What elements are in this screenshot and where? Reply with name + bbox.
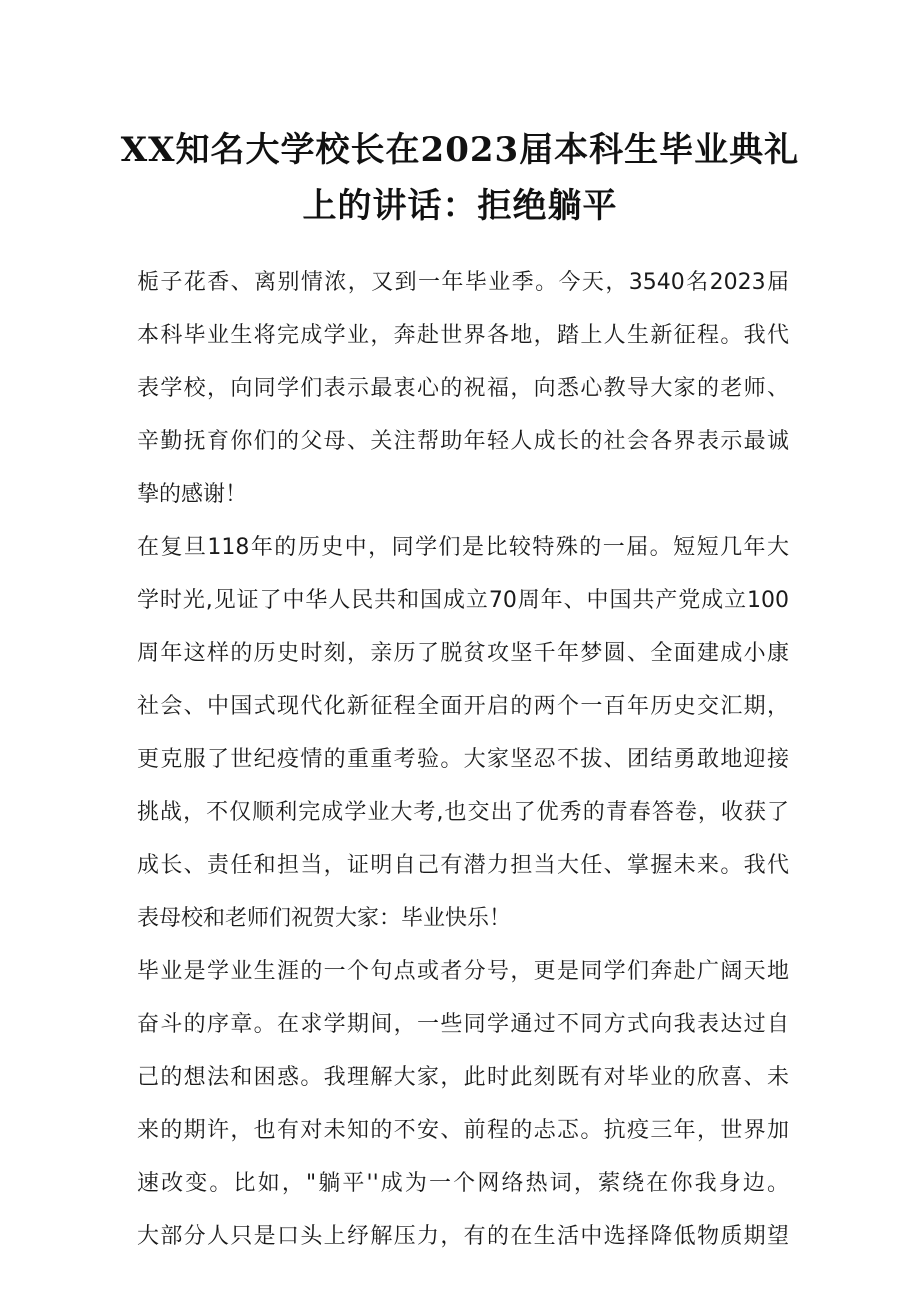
- paragraph-3-line-2: 奋斗的序章。在求学期间，一些同学通过不同方式向我表达过自: [137, 1012, 789, 1037]
- paragraph-2-line-5: 更克服了世纪疫情的重重考验。大家坚忍不拔、团结勇敢地迎接: [137, 747, 789, 772]
- paragraph-3-line-1: 毕业是学业生涯的一个句点或者分号，更是同学们奔赴广阔天地: [137, 959, 789, 984]
- document-title-line-2: 上的讲话：拒绝躺平: [302, 186, 618, 226]
- paragraph-1-line-2: 本科毕业生将完成学业，奔赴世界各地，踏上人生新征程。我代: [137, 323, 789, 348]
- paragraph-3-line-4: 来的期许，也有对未知的不安、前程的忐忑。抗疫三年，世界加: [137, 1118, 789, 1143]
- paragraph-1-line-1: 栀子花香、离别情浓，又到一年毕业季。今天，3540名2023届: [137, 270, 789, 295]
- paragraph-3-line-3: 己的想法和困惑。我理解大家，此时此刻既有对毕业的欣喜、未: [137, 1065, 789, 1090]
- paragraph-2-line-3: 周年这样的历史时刻，亲历了脱贫攻坚千年梦圆、全面建成小康: [137, 641, 789, 666]
- paragraph-2-line-6: 挑战，不仅顺利完成学业大考,也交出了优秀的青春答卷，收获了: [137, 800, 789, 825]
- paragraph-1-line-3: 表学校，向同学们表示最衷心的祝福，向悉心教导大家的老师、: [137, 376, 789, 401]
- paragraph-1-line-5: 挚的感谢！: [137, 482, 248, 507]
- paragraph-3-line-5: 速改变。比如，"躺平''成为一个网络热词，萦绕在你我身边。: [137, 1171, 789, 1196]
- document-title-line-1: XX知名大学校长在2023届本科生毕业典礼: [120, 130, 800, 170]
- paragraph-2-line-4: 社会、中国式现代化新征程全面开启的两个一百年历史交汇期，: [137, 694, 789, 719]
- paragraph-2-line-8: 表母校和老师们祝贺大家：毕业快乐！: [137, 906, 512, 931]
- paragraph-2-line-2: 学时光,见证了中华人民共和国成立70周年、中国共产党成立100: [137, 588, 789, 613]
- paragraph-2-line-1: 在复旦118年的历史中，同学们是比较特殊的一届。短短几年大: [137, 535, 789, 560]
- paragraph-3-line-6: 大部分人只是口头上纾解压力，有的在生活中选择降低物质期望: [137, 1224, 789, 1249]
- paragraph-2-line-7: 成长、责任和担当，证明自己有潜力担当大任、掌握未来。我代: [137, 853, 789, 878]
- paragraph-1-line-4: 辛勤抚育你们的父母、关注帮助年轻人成长的社会各界表示最诚: [137, 429, 789, 454]
